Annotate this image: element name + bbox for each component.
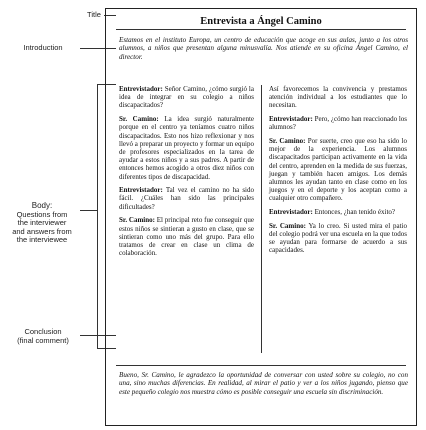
speaker-label: Entrevistador: [119, 186, 163, 195]
dialogue-entry [119, 115, 254, 181]
annotation-title: Title [87, 10, 101, 19]
conclusion-divider [116, 365, 406, 366]
conclusion-text: Bueno, Sr. Camino, le agradezco la oportunidad de conversar con usted sobre su colegio, no con una, sino muchas diferencias. En realidad, al mirar el patio y ver a los niños jugando, pienso que este pequeño colegio nos muestra cómo es posible conseguir una escuela sin discriminación. [119, 371, 408, 396]
dialogue-text: Entonces, ¿han tenido éxito? [314, 208, 396, 217]
annotation-body-line: the interviewer [17, 218, 67, 227]
body-right-column [269, 85, 407, 260]
speaker-label: Sr. Camino: [119, 216, 155, 225]
dialogue-entry [269, 115, 407, 131]
annotation-introduction: Introduction [23, 43, 63, 52]
speaker-label: Entrevistador: [269, 115, 313, 124]
introduction-text: Estamos en el instituto Europa, un centro de educación que acoge en sus aulas, junto a los otros alumnos, a niños que presentan alguna minusvalía. Nos atiende en su oficina Ángel Camino, el director. [119, 36, 408, 61]
dialogue-entry [119, 186, 254, 211]
speaker-label: Sr. Camino: [269, 137, 306, 146]
speaker-label: Entrevistador: [119, 85, 163, 93]
annotation-body-line: Body: [31, 201, 53, 210]
document-title: Entrevista a Ángel Camino [200, 16, 322, 27]
annotation-conclusion [8, 328, 78, 345]
dialogue-entry [119, 85, 254, 110]
dialogue-text: Por suerte, creo que eso ha sido lo mejor de la experiencia. Los alumnos discapacitados participan activamente en la vida del centro, aprenden en la medida de sus fuerzas, juegan y también hacen amigos. Los demás alumnos les ayudan tanto en clase como en los juegos y en el deporte y los aceptan como a cualquier otro compañero. [269, 137, 407, 203]
dialogue-text: El principal reto fue conseguir que estos niños se sintieran a gusto en clase, que se sintieran como uno más del grupo. Para ello tratamos de crear en clase un clima de colaboración. [119, 216, 254, 258]
annotation-conclusion-line: (final comment) [17, 335, 69, 345]
dialogue-entry [269, 208, 407, 216]
dialogue-entry [119, 216, 254, 257]
dialogue-text: Tal vez el camino no ha sido fácil. ¿Cuáles han sido las principales dificultades? [119, 186, 255, 211]
body-left-column [119, 85, 254, 263]
dialogue-text: Pero, ¿cómo han reaccionado los alumnos? [269, 115, 408, 132]
annotation-body-line: the interviewee [16, 235, 68, 244]
dialogue-text: Así favorecemos la convivencia y prestamos atención individual a los estudiantes que lo necesitan. [269, 85, 407, 110]
speaker-label: Sr. Camino: [269, 221, 306, 230]
title-divider [116, 29, 406, 30]
dialogue-entry [269, 85, 407, 110]
dialogue-entry [269, 137, 407, 203]
interview-document [105, 8, 417, 426]
annotation-body-line: Questions from [16, 209, 68, 219]
body-bracket [97, 84, 98, 348]
annotation-body-line: and answers from [12, 226, 72, 236]
annotation-body [2, 202, 82, 245]
speaker-label: Sr. Camino: [119, 115, 159, 124]
dialogue-text: Señor Camino, ¿cómo surgió la idea de integrar en su colegio a niños discapacitados? [119, 85, 254, 110]
dialogue-entry [269, 222, 407, 255]
annotation-conclusion-line: Conclusion [24, 327, 62, 336]
column-divider [261, 85, 262, 353]
speaker-label: Entrevistador: [269, 208, 313, 217]
dialogue-text: Ya lo creo. Si usted mira el patio del colegio podrá ver una escuela en la que todos se ayudan para formarse de acuerdo a sus capacidades. [269, 221, 407, 255]
dialogue-text: La idea surgió naturalmente porque en el centro ya teníamos cuatro niños discapacitados. Esto nos hizo reflexionar y nos llevó a preparar un proyecto y formar un equipo de profesores especializados en la tarea de ayudar a estos niños y a sus padres. A partir de entonces hemos acogido a otros diez niños con diferentes tipos de discapacidad. [119, 115, 255, 181]
leader-body [80, 210, 97, 211]
